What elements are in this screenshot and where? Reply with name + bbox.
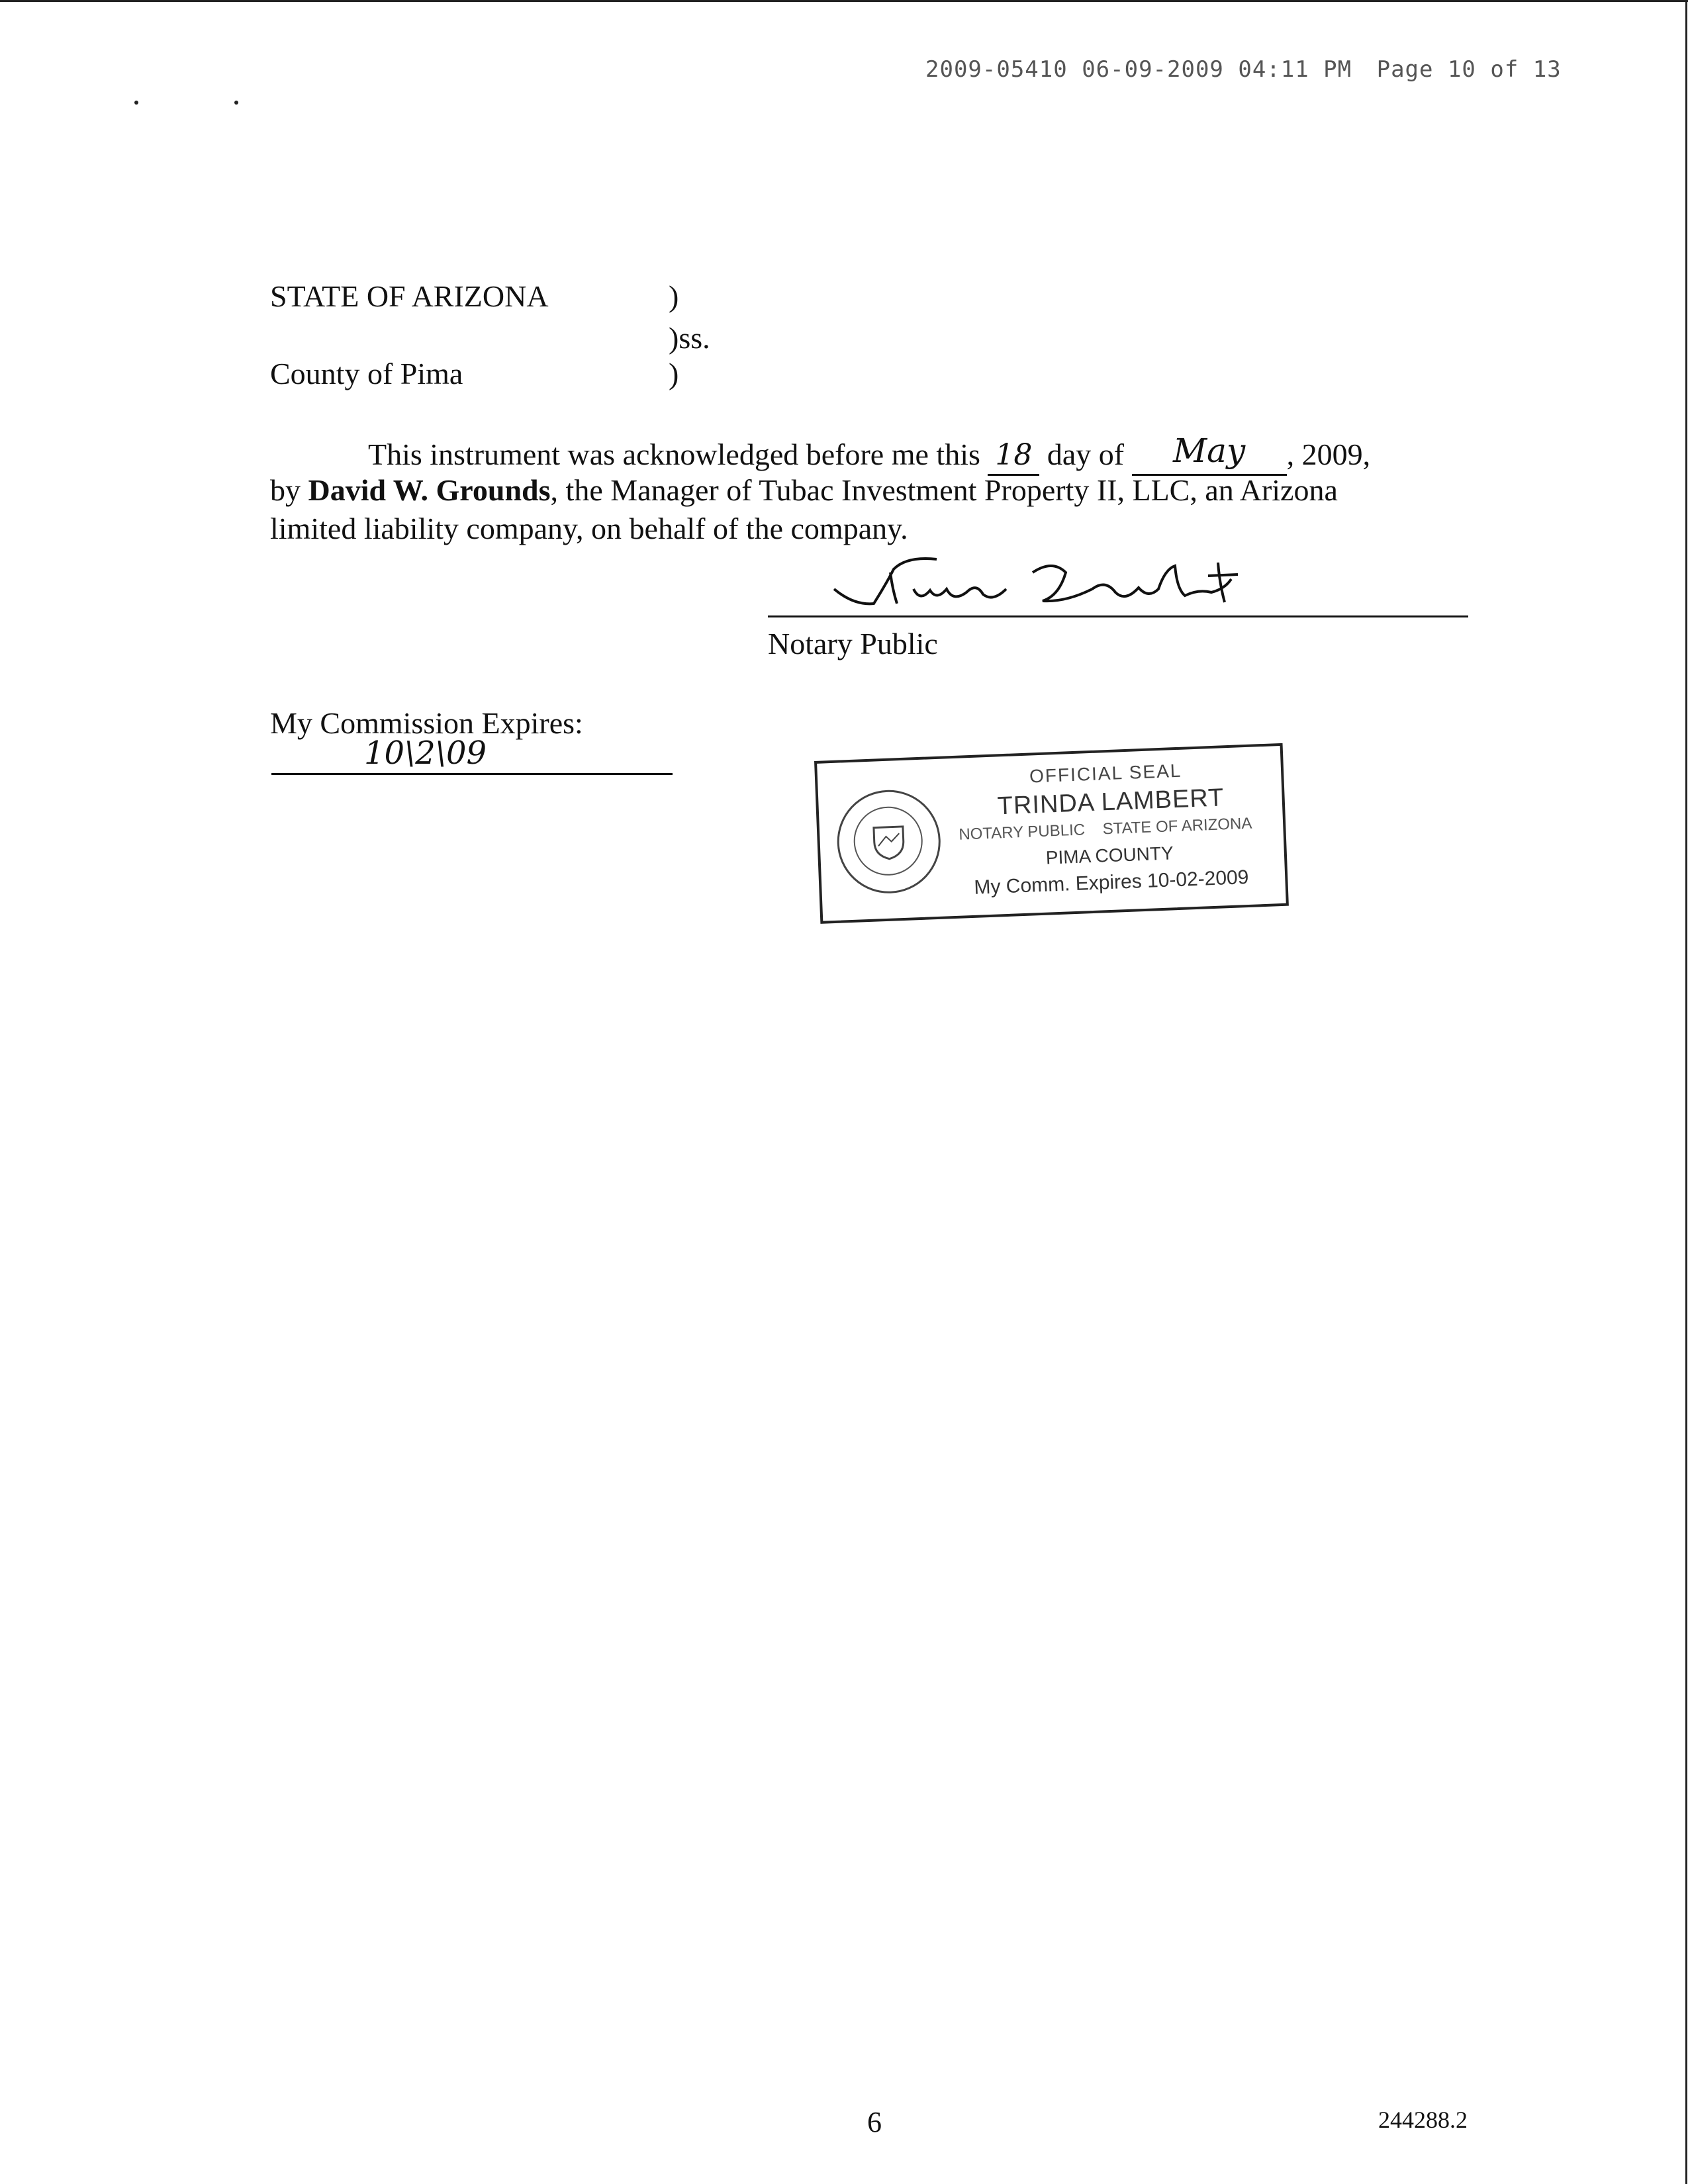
- recording-datetime: 06-09-2009 04:11 PM: [1082, 56, 1352, 83]
- ack-year: , 2009,: [1286, 437, 1371, 471]
- scan-edge-right: [1685, 0, 1687, 2184]
- notary-seal-stamp: [814, 743, 1289, 924]
- notary-signature-line: [768, 615, 1468, 617]
- ack-intro: This instrument was acknowledged before me this: [368, 437, 980, 471]
- ack-day-blank: [988, 438, 1039, 476]
- commission-line: [271, 773, 673, 775]
- ack-line-3: limited liability company, on behalf of the company.: [270, 512, 908, 545]
- notary-title: Notary Public: [768, 627, 938, 660]
- notary-signature: [814, 543, 1278, 622]
- ack-by: by: [270, 473, 301, 507]
- venue-state: STATE OF ARIZONA: [270, 279, 549, 313]
- seal-line-1: OFFICIAL SEAL: [1029, 760, 1182, 787]
- scan-speck: [234, 101, 238, 105]
- recording-header: [925, 56, 1562, 83]
- ack-day: 18: [995, 438, 1033, 472]
- ack-signer-name: David W. Grounds: [308, 473, 551, 507]
- signature-graphic: [814, 543, 1278, 622]
- ack-month: May: [1172, 432, 1246, 470]
- seal-line-2: TRINDA LAMBERT: [997, 784, 1225, 821]
- state-seal-shield-icon: [868, 821, 910, 862]
- scan-edge-top: [0, 0, 1688, 2]
- recording-number: 2009-05410: [925, 56, 1068, 83]
- commission-label: My Commission Expires:: [270, 706, 583, 740]
- ack-line-1: [368, 432, 1371, 472]
- venue-paren-bottom: ): [669, 357, 679, 390]
- document-number: 244288.2: [1378, 2107, 1468, 2133]
- state-seal-emblem: [835, 788, 943, 895]
- seal-line-5: My Comm. Expires 10-02-2009: [973, 866, 1250, 899]
- ack-line-2: [270, 475, 1338, 506]
- ack-month-blank: [1132, 432, 1287, 476]
- venue-ss: )ss.: [669, 321, 710, 355]
- ack-day-of: day of: [1047, 437, 1125, 471]
- ack-line2-rest: , the Manager of Tubac Investment Property II, LLC, an Arizona: [550, 473, 1338, 507]
- commission-date: 10\2\09: [364, 735, 487, 772]
- scan-speck: [134, 101, 138, 105]
- page-number: 6: [867, 2106, 882, 2138]
- page-info: Page 10 of 13: [1376, 56, 1562, 83]
- venue-county: County of Pima: [270, 357, 463, 390]
- venue-paren-top: ): [669, 279, 679, 313]
- seal-line-3: NOTARY PUBLIC STATE OF ARIZONA: [958, 814, 1252, 844]
- seal-line-4: PIMA COUNTY: [1045, 842, 1174, 868]
